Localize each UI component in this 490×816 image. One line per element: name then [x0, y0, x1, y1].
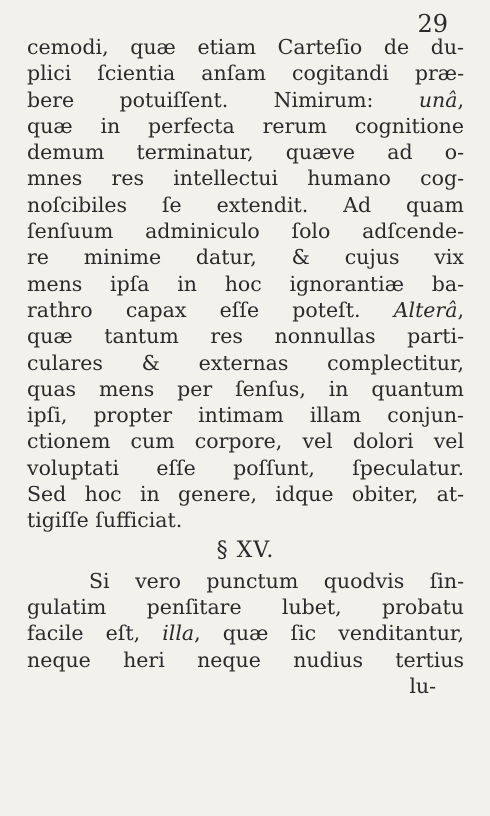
text-line: demum terminatur, quæve ad o- [27, 140, 464, 165]
text-line: cemodi, quæ etiam Carteſio de du- [27, 35, 464, 59]
body-text [27, 34, 464, 699]
text-line: plici ſcientia anſam cogitandi præ- [27, 61, 464, 86]
text-line: quæ tantum res nonnullas parti- [27, 324, 464, 349]
text-line: mnes res intellectui humano cog- [27, 166, 464, 191]
text-line: bere potuiſſent. Nimirum: unâ, [27, 87, 464, 112]
text-line: culares & externas complectitur, [27, 350, 464, 375]
text-line: Si vero punctum quodvis ſin- [89, 568, 464, 593]
text-line: ipſi, propter intimam illam conjun- [27, 403, 464, 428]
text-line: quæ in perfecta rerum cognitione [27, 113, 464, 138]
text-line: mens ipſa in hoc ignorantiæ ba- [27, 271, 464, 296]
text-line: neque heri neque nudius tertius [27, 647, 464, 672]
text-line: re minime datur, & cujus vix [27, 245, 464, 270]
text-line: Sed hoc in genere, idque obiter, at- [27, 482, 464, 507]
text-line: tigiſſe ſufficiat. [27, 508, 183, 533]
text-line: ctionem cum corpore, vel dolori vel [27, 429, 464, 454]
text-line: voluptati eſſe poſſunt, ſpeculatur. [27, 455, 464, 480]
catchword: lu- [409, 673, 436, 698]
page-number: 29 [417, 10, 448, 38]
text-line: gulatim penſitare lubet, probatu [27, 594, 464, 619]
text-line: quas mens per ſenſus, in quantum [27, 376, 464, 401]
text-line: rathro capax eſſe poteſt. Alterâ, [27, 297, 464, 322]
text-line: noſcibiles ſe extendit. Ad quam [27, 192, 464, 217]
text-line: ſenſuum adminiculo ſolo adſcende- [27, 219, 464, 244]
text-line: facile eſt, illa, quæ ſic venditantur, [27, 621, 464, 646]
section-heading: § XV. [216, 537, 275, 563]
